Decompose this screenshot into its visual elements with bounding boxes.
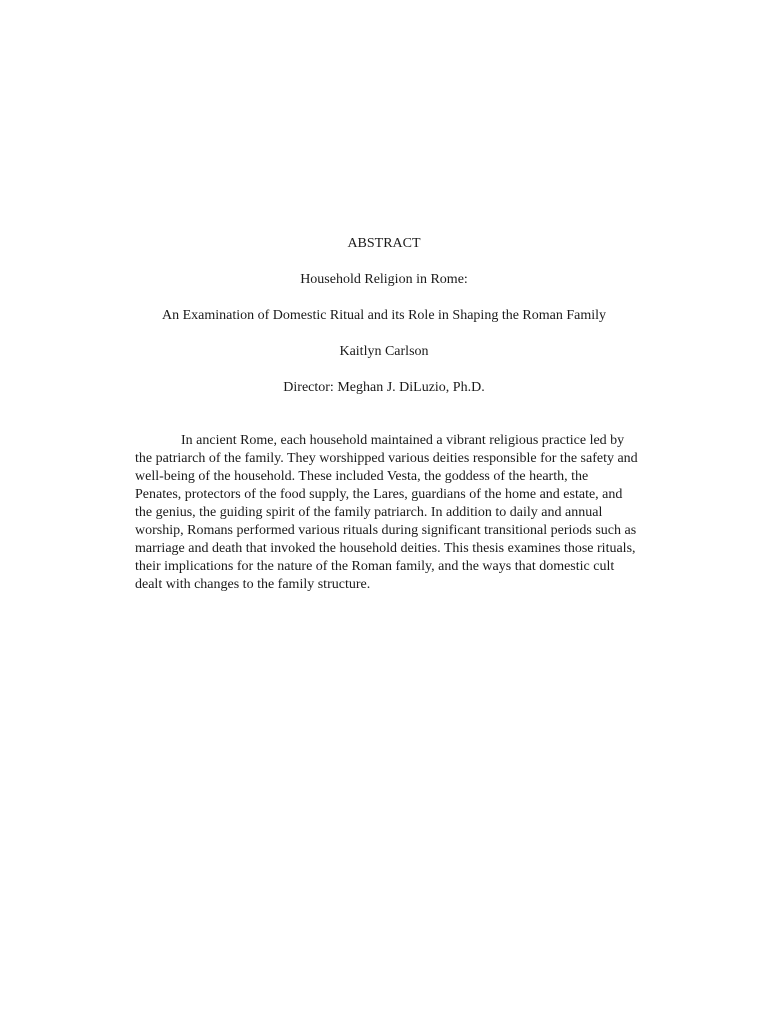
- body-line: dealt with changes to the family structure.: [135, 577, 371, 592]
- abstract-heading: ABSTRACT: [347, 236, 421, 251]
- director-line: Director: Meghan J. DiLuzio, Ph.D.: [283, 380, 485, 395]
- body-line: Penates, protectors of the food supply, the Lares, guardians of the home and estate, and: [135, 487, 623, 502]
- thesis-title: Household Religion in Rome:: [300, 272, 468, 287]
- body-line: the patriarch of the family. They worshipped various deities responsible for the safety and: [135, 451, 638, 466]
- body-line: well-being of the household. These included Vesta, the goddess of the hearth, the: [135, 469, 589, 484]
- body-line: marriage and death that invoked the household deities. This thesis examines those rituals,: [135, 541, 636, 556]
- body-line: worship, Romans performed various rituals during significant transitional periods such as: [135, 523, 637, 538]
- abstract-body: [135, 432, 680, 594]
- body-line: In ancient Rome, each household maintained a vibrant religious practice led by: [181, 433, 625, 448]
- author-name: Kaitlyn Carlson: [339, 344, 429, 359]
- body-line: their implications for the nature of the Roman family, and the ways that domestic cult: [135, 559, 615, 574]
- thesis-subtitle: An Examination of Domestic Ritual and its Role in Shaping the Roman Family: [161, 308, 607, 323]
- body-line: the genius, the guiding spirit of the family patriarch. In addition to daily and annual: [135, 505, 603, 520]
